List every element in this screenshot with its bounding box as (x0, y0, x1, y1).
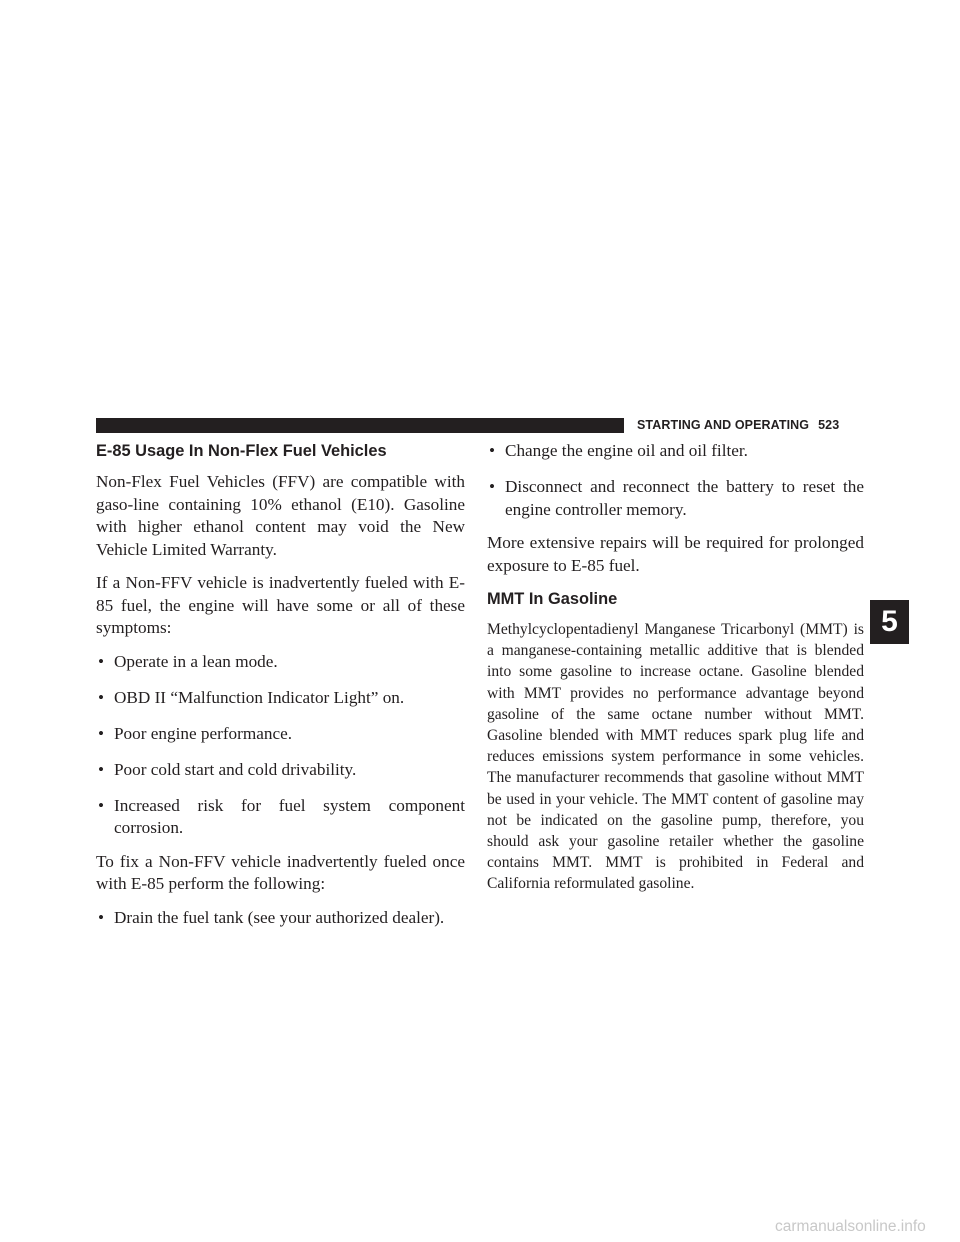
list-item (96, 687, 465, 710)
watermark: carmanualsonline.info (775, 1218, 926, 1235)
bullet-icon: • (98, 651, 105, 671)
repairs-paragraph: More extensive repairs will be required for prolonged exposure to E-85 fuel. (487, 533, 864, 575)
list-item (96, 907, 465, 930)
bullet-icon: • (489, 477, 496, 496)
page-number: 523 (818, 418, 840, 432)
bullet-icon: • (98, 907, 105, 927)
header-rule (96, 418, 624, 433)
bullet-icon: • (98, 687, 105, 707)
list-item-text: Operate in a lean mode. (114, 651, 278, 671)
mmt-paragraph: Methylcyclopentadienyl Manganese Tricarbonyl (MMT) is a manganese-containing metallic additive that is blended into some gasoline to increase octane. Gasoline blended with MMT provides no performance advantage beyond gasoline of the same octane number without MMT. Gasoline blended with MMT reduces spark plug life and reduces emissions system performance in some vehicles. The manufacturer recommends that gasoline without MMT be used in your vehicle. The MMT content of gasoline may not be indicated on the gasoline pump, therefore, you should ask your gasoline retailer whether the gasoline contains MMT. MMT is prohibited in Federal and California reformulated gasoline. (487, 621, 864, 893)
right-column (487, 440, 864, 906)
list-item-text: OBD II “Malfunction Indicator Light” on. (114, 687, 405, 707)
bullet-icon: • (489, 441, 496, 460)
list-item-text: Drain the fuel tank (see your authorized dealer). (114, 907, 445, 927)
bullet-icon: • (98, 795, 105, 815)
bullet-icon: • (98, 723, 105, 743)
bullet-icon: • (98, 759, 105, 779)
left-column (96, 440, 465, 940)
list-item-text: Change the engine oil and oil filter. (505, 441, 748, 460)
fix-steps-list (96, 907, 465, 930)
list-item-text: Disconnect and reconnect the battery to reset the engine controller memory. (505, 477, 864, 519)
list-item (96, 723, 465, 746)
intro-paragraph: Non-Flex Fuel Vehicles (FFV) are compatible with gaso-line containing 10% ethanol (E10). Gasoline with higher ethanol content may void the New Vehicle Limited Warranty. (96, 472, 465, 559)
heading-mmt-in-gasoline: MMT In Gasoline (487, 590, 618, 608)
fix-steps-list-continued (487, 440, 864, 521)
symptoms-list (96, 651, 465, 840)
list-item-text: Poor cold start and cold drivability. (114, 759, 357, 779)
heading-e85-usage: E-85 Usage In Non-Flex Fuel Vehicles (96, 442, 387, 460)
fix-intro-paragraph: To fix a Non-FFV vehicle inadvertently fueled once with E-85 perform the following: (96, 851, 465, 893)
list-item (487, 476, 864, 521)
list-item (96, 651, 465, 674)
list-item (96, 759, 465, 782)
list-item (487, 440, 864, 463)
list-item-text: Poor engine performance. (114, 723, 293, 743)
running-head (637, 418, 839, 433)
section-name: STARTING AND OPERATING (637, 418, 810, 432)
list-item-text: Increased risk for fuel system component corrosion. (114, 795, 465, 837)
symptoms-intro-paragraph: If a Non-FFV vehicle is inadvertently fueled with E-85 fuel, the engine will have some or all of these symptoms: (96, 573, 465, 637)
chapter-tab: 5 (870, 600, 909, 644)
list-item (96, 795, 465, 840)
